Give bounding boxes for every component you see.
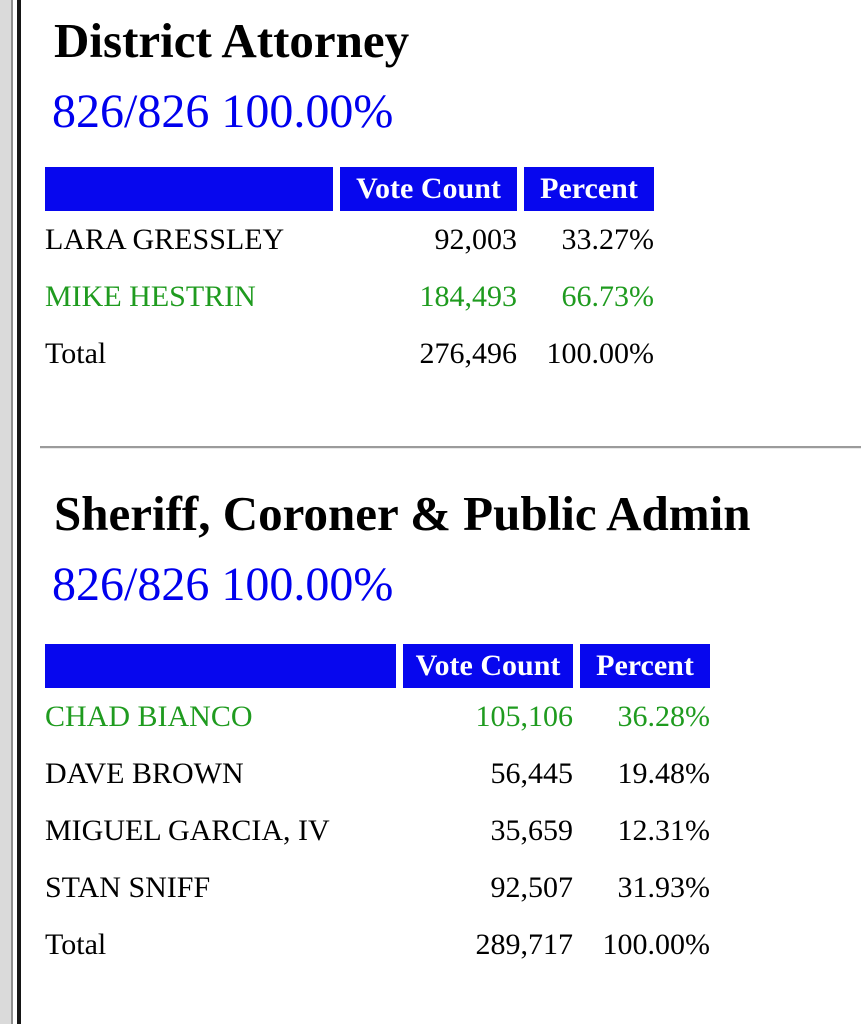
candidate-name: STAN SNIFF — [45, 870, 211, 904]
table-header-row — [45, 644, 710, 688]
candidate-name: CHAD BIANCO — [45, 699, 253, 733]
percent-value: 12.31% — [617, 813, 710, 847]
percent-value: 66.73% — [561, 279, 654, 313]
percent-value: 31.93% — [617, 870, 710, 904]
table-header-row — [45, 167, 654, 211]
total-vote-count: 289,717 — [475, 927, 573, 961]
table-row — [45, 745, 710, 802]
column-header-vote-count: Vote Count — [340, 167, 517, 211]
vote-count-value: 92,003 — [434, 222, 517, 256]
column-header-vote-count: Vote Count — [403, 644, 573, 688]
precincts-reported: 826/826 100.00% — [52, 558, 394, 611]
table-row — [45, 802, 710, 859]
contest-title: Sheriff, Coroner & Public Admin — [54, 486, 751, 541]
vote-count-value: 92,507 — [490, 870, 573, 904]
table-row — [45, 211, 654, 268]
contest-section-sheriff — [45, 486, 861, 973]
window-frame-strip — [0, 0, 13, 1024]
candidate-name: LARA GRESSLEY — [45, 222, 285, 256]
window-frame-border — [17, 0, 21, 1024]
results-page — [45, 0, 861, 973]
candidate-name: DAVE BROWN — [45, 756, 244, 790]
contest-title: District Attorney — [54, 13, 410, 68]
total-label: Total — [45, 336, 107, 370]
column-header-percent: Percent — [580, 644, 710, 688]
table-row-total — [45, 916, 710, 973]
vote-count-value: 35,659 — [490, 813, 573, 847]
total-label: Total — [45, 927, 107, 961]
precincts-reported: 826/826 100.00% — [52, 85, 394, 138]
total-vote-count: 276,496 — [419, 336, 517, 370]
total-percent: 100.00% — [602, 927, 710, 961]
candidate-name: MIKE HESTRIN — [45, 279, 256, 313]
column-header-candidate — [45, 644, 396, 688]
percent-value: 36.28% — [617, 699, 710, 733]
total-percent: 100.00% — [546, 336, 654, 370]
vote-count-value: 56,445 — [490, 756, 573, 790]
column-header-percent: Percent — [524, 167, 654, 211]
percent-value: 33.27% — [561, 222, 654, 256]
vote-count-value: 105,106 — [475, 699, 573, 733]
table-row — [45, 859, 710, 916]
contest-section-district-attorney — [45, 13, 861, 382]
table-row-winner — [45, 688, 710, 745]
column-header-candidate — [45, 167, 333, 211]
table-row-winner — [45, 268, 654, 325]
results-table-district-attorney — [38, 167, 661, 382]
results-table-sheriff — [38, 644, 717, 973]
table-row-total — [45, 325, 654, 382]
percent-value: 19.48% — [617, 756, 710, 790]
vote-count-value: 184,493 — [419, 279, 517, 313]
candidate-name: MIGUEL GARCIA, IV — [45, 813, 330, 847]
section-divider — [40, 446, 861, 449]
